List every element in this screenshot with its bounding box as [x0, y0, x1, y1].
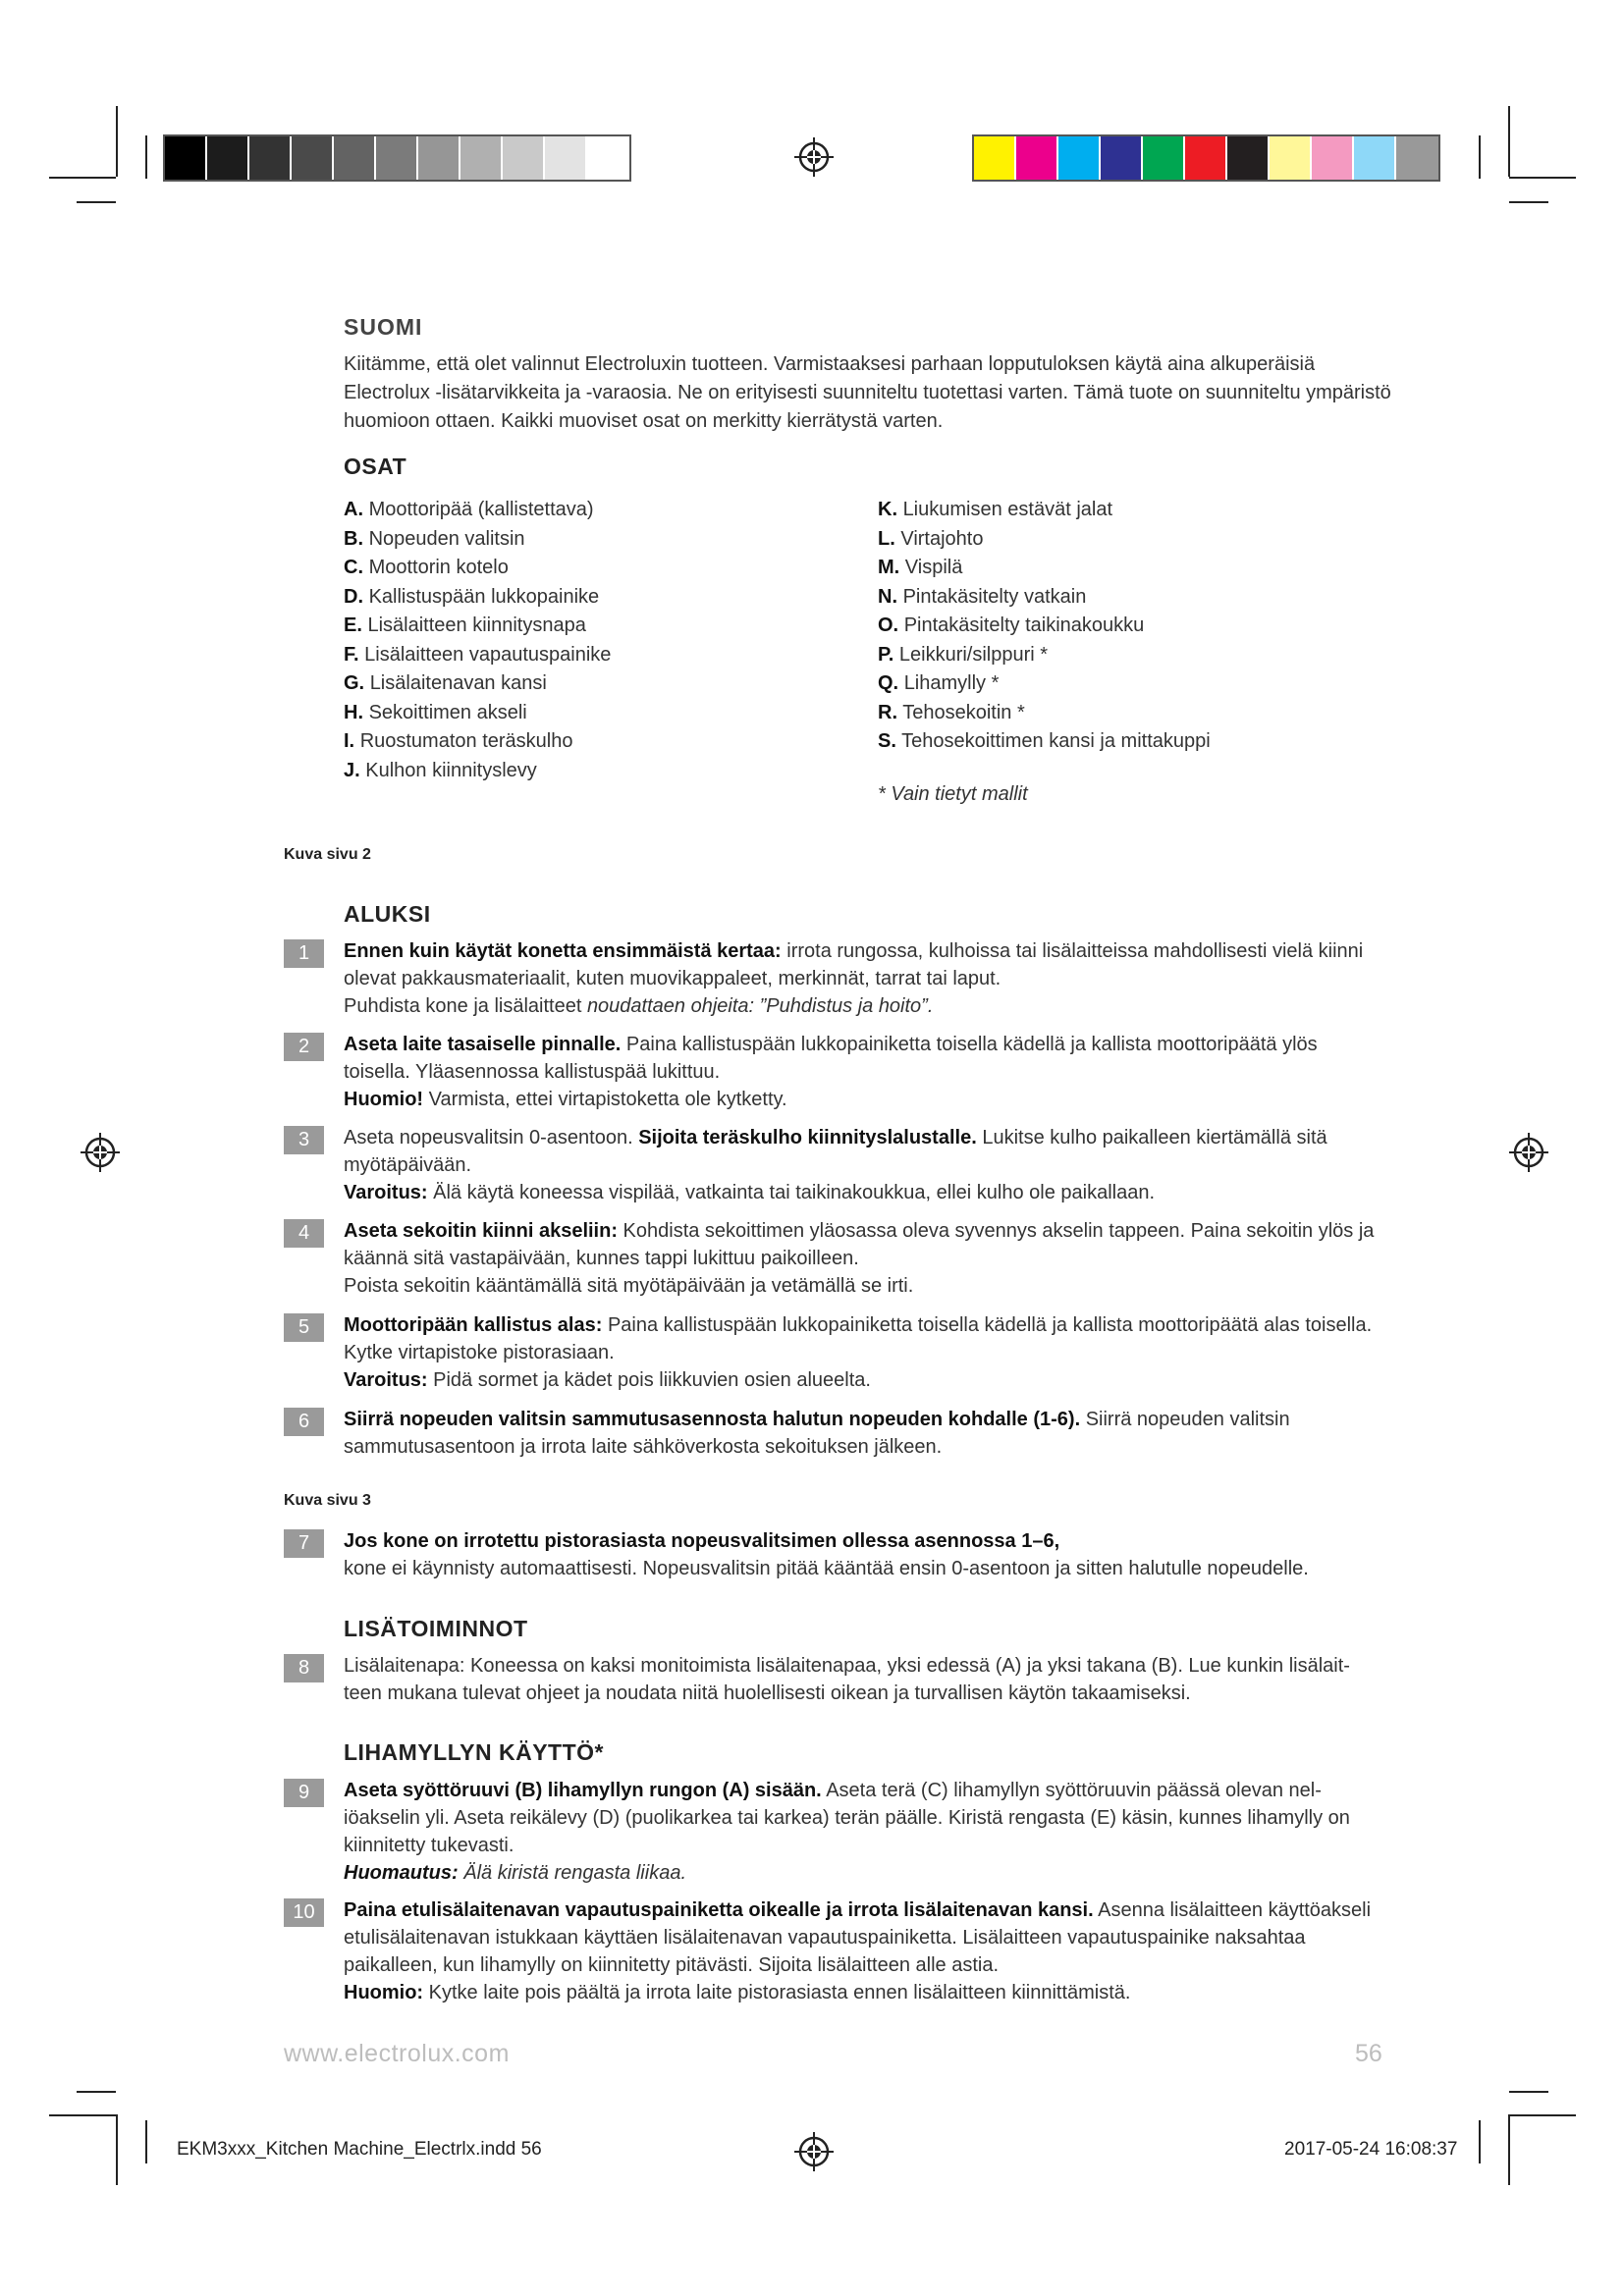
part-item — [344, 554, 611, 583]
part-letter: F. — [344, 643, 359, 666]
grayscale-swatch — [587, 136, 629, 180]
part-letter: I. — [344, 730, 355, 752]
step-lead: Ennen kuin käytät konetta ensimmäistä kertaa: — [344, 940, 782, 962]
part-letter: M. — [878, 557, 900, 578]
part-item — [878, 727, 1211, 757]
part-item — [878, 583, 1211, 613]
intro-paragraph: Kiitämme, että olet valinnut Electroluxin tuotteen. Varmistaaksesi parhaan lopputuloksen käytä aina alkuperäisiä Electrolux -lisätarvikkeita ja -varaosia. Ne on erityisesti suunniteltu tuotettasi varten. Tämä tuote on suunniteltu ympäristö huomioon ottaen. Kaikki muoviset osat on merkitty kierrätystä varten. — [344, 353, 1391, 432]
color-swatch — [1143, 136, 1185, 180]
part-letter: G. — [344, 672, 365, 694]
part-letter: E. — [344, 614, 362, 636]
registration-mark-right-icon — [1507, 1131, 1550, 1174]
part-item — [878, 699, 1211, 728]
step-text: Asenna lisälaitteen käyttöakseli etulisälaitenavan istukkaan käyttäen lisälaitenavan vapautuspainiketta. Lisälaitteen vapautuspainike naksahtaa paikalleen, kun lihamylly on kiinnitetty pitävästi. Sijoita lisälaitteen alle astia. — [344, 1899, 1372, 1976]
part-letter: B. — [344, 527, 363, 550]
part-label: Tehosekoitin * — [902, 701, 1025, 723]
slug-filename: EKM3xxx_Kitchen Machine_Electrlx.indd 56 — [177, 2139, 542, 2160]
step-lead: Moottoripään kallistus alas: — [344, 1314, 603, 1336]
lisatoiminnot-title: LISÄTOIMINNOT — [344, 1616, 528, 1641]
slug-timestamp: 2017-05-24 16:08:37 — [1284, 2139, 1458, 2160]
grayscale-swatch — [545, 136, 587, 180]
step-text: Lukitse kulho paikalleen kiertämällä sitä myötäpäivään. — [344, 1127, 1327, 1176]
part-label: Moottorin kotelo — [368, 557, 509, 578]
step-number: 9 — [284, 1779, 324, 1807]
step-text-pre: Aseta nopeusvalitsin 0-asentoon. — [344, 1127, 639, 1148]
figure-reference-page-3: Kuva sivu 3 — [284, 1492, 371, 1509]
step-warning-text: Kytke laite pois päältä ja irrota laite pistorasiasta ennen lisälaitteen kiinnittämistä. — [423, 1982, 1131, 2003]
part-label: Kallistuspään lukkopainike — [368, 585, 600, 608]
step-number: 3 — [284, 1126, 324, 1154]
part-label: Kulhon kiinnityslevy — [365, 759, 537, 781]
color-swatch — [1101, 136, 1143, 180]
part-label: Vispilä — [904, 557, 963, 578]
step-lead: Aseta syöttöruuvi (B) lihamyllyn rungon (A) sisään. — [344, 1780, 822, 1801]
part-label: Leikkuri/silppuri * — [898, 643, 1049, 666]
step-text-italic: noudattaen ohjeita: ”Puhdistus ja hoito”. — [586, 995, 934, 1017]
color-swatch — [1270, 136, 1312, 180]
part-item — [878, 554, 1211, 583]
step-warning-label: Varoitus: — [344, 1182, 428, 1203]
part-item — [344, 496, 611, 525]
parts-column-left — [344, 496, 611, 785]
grayscale-swatch — [503, 136, 545, 180]
grayscale-swatch — [249, 136, 292, 180]
color-swatch — [1396, 136, 1438, 180]
part-item — [344, 757, 611, 786]
step-warning-text: Pidä sormet ja kädet pois liikkuvien osien alueelta. — [427, 1369, 871, 1391]
part-item — [344, 525, 611, 555]
part-letter: R. — [878, 701, 897, 723]
step-number: 7 — [284, 1529, 324, 1558]
step-number: 5 — [284, 1313, 324, 1342]
step-warning-label: Huomio: — [344, 1982, 424, 2003]
grayscale-swatch — [376, 136, 418, 180]
registration-mark-left-icon — [79, 1131, 122, 1174]
step-warning-label: Huomio! — [344, 1089, 424, 1110]
color-swatch — [1016, 136, 1058, 180]
step-text: Aseta terä (C) lihamyllyn syöttöruuvin päässä olevan nel-iöakselin yli. Aseta reikälevy (D) (puolikarkea tai karkea) terän päälle. Kiristä rengasta (E) käsin, kunnes lihamylly on kiinnitetty tukevasti. — [344, 1780, 1350, 1856]
step-text-2: Poista sekoitin kääntämällä sitä myötäpäivään ja vetämällä se irti. — [344, 1275, 914, 1297]
grayscale-swatch — [165, 136, 207, 180]
lihamylly-title: LIHAMYLLYN KÄYTTÖ* — [344, 1739, 604, 1765]
color-swatch — [1185, 136, 1227, 180]
registration-mark-bottom-icon — [792, 2130, 836, 2173]
step-text-2: kone ei käynnisty automaattisesti. Nopeusvalitsin pitää kääntää ensin 0-asentoon ja sitten halutulle nopeudelle. — [344, 1558, 1309, 1579]
step-text: Kohdista sekoittimen yläosassa oleva syvennys akselin tappeen. Paina sekoitin ylös ja käännä sitä vastapäivään, kunnes tappi lukittuu paikoilleen. — [344, 1220, 1375, 1269]
page-number: 56 — [1355, 2040, 1382, 2067]
part-label: Nopeuden valitsin — [368, 527, 525, 550]
part-item — [878, 496, 1211, 525]
step-lead: Aseta sekoitin kiinni akseliin: — [344, 1220, 618, 1242]
part-item — [878, 669, 1211, 699]
step-number: 1 — [284, 939, 324, 968]
part-letter: N. — [878, 585, 897, 608]
part-letter: D. — [344, 585, 363, 608]
part-item — [344, 699, 611, 728]
step-lead: Aseta laite tasaiselle pinnalle. — [344, 1034, 622, 1055]
step-warning-text: Älä kiristä rengasta liikaa. — [458, 1862, 686, 1884]
step-text: Paina kallistuspään lukkopainiketta toisella kädellä ja kallista moottoripäätä ylös toisella. Yläasennossa kallistuspää lukittuu. — [344, 1034, 1318, 1083]
part-item — [344, 669, 611, 699]
part-letter: K. — [878, 499, 897, 520]
grayscale-swatch — [460, 136, 503, 180]
grayscale-color-bar — [163, 134, 631, 182]
grayscale-swatch — [207, 136, 249, 180]
part-label: Lihamylly * — [903, 672, 1000, 694]
part-label: Sekoittimen akseli — [368, 701, 527, 723]
step-number: 2 — [284, 1033, 324, 1061]
step-number: 4 — [284, 1219, 324, 1248]
color-swatch — [1354, 136, 1396, 180]
step-warning-label: Huomautus: — [344, 1862, 459, 1884]
parts-column-right — [878, 496, 1211, 757]
part-item — [344, 583, 611, 613]
grayscale-swatch — [292, 136, 334, 180]
aluksi-title: ALUKSI — [344, 901, 431, 927]
part-label: Moottoripää (kallistettava) — [368, 499, 594, 520]
part-label: Liukumisen estävät jalat — [902, 499, 1113, 520]
part-label: Lisälaitenavan kansi — [369, 672, 547, 694]
step-warning-text: Älä käytä koneessa vispilää, vatkainta tai taikinakoukkua, ellei kulho ole paikallaan. — [427, 1182, 1156, 1203]
part-label: Pintakäsitelty vatkain — [902, 585, 1087, 608]
parts-note: * Vain tietyt mallit — [878, 783, 1028, 805]
step-text: Lisälaitenapa: Koneessa on kaksi monitoimista lisälaitenapaa, yksi edessä (A) ja yksi takana (B). Lue kunkin lisälait-teen mukana tulevat ohjeet ja noudata niitä huolellisesti oikean ja turvallisen käytön takaamiseksi. — [344, 1655, 1350, 1704]
step-text: Paina kallistuspään lukkopainiketta toisella kädellä ja kallista moottoripäätä alas toisella. Kytke virtapistoke pistorasiaan. — [344, 1314, 1373, 1363]
step-lead: Siirrä nopeuden valitsin sammutusasennosta halutun nopeuden kohdalle (1-6). — [344, 1409, 1081, 1430]
part-letter: C. — [344, 557, 363, 578]
part-item — [878, 641, 1211, 670]
part-item — [878, 612, 1211, 641]
footer-url[interactable]: www.electrolux.com — [284, 2040, 510, 2067]
step-lead: Sijoita teräskulho kiinnityslalustalle. — [638, 1127, 977, 1148]
step-text-2: Puhdista kone ja lisälaitteet — [344, 995, 587, 1017]
figure-reference-page-2: Kuva sivu 2 — [284, 846, 371, 863]
part-letter: J. — [344, 759, 360, 781]
step-warning-label: Varoitus: — [344, 1369, 428, 1391]
step-lead: Jos kone on irrotettu pistorasiasta nopeusvalitsimen ollessa asennossa 1–6, — [344, 1530, 1060, 1552]
part-label: Tehosekoittimen kansi ja mittakuppi — [901, 730, 1211, 752]
step-number: 8 — [284, 1654, 324, 1682]
cmyk-color-bar — [972, 134, 1440, 182]
part-label: Virtajohto — [900, 527, 984, 550]
part-item — [344, 641, 611, 670]
part-item — [344, 727, 611, 757]
suomi-section — [344, 314, 1394, 436]
step-warning-text: Varmista, ettei virtapistoketta ole kytketty. — [423, 1089, 787, 1110]
part-letter: L. — [878, 527, 895, 550]
color-swatch — [974, 136, 1016, 180]
step-number: 10 — [284, 1898, 324, 1927]
part-label: Ruostumaton teräskulho — [359, 730, 573, 752]
part-letter: H. — [344, 701, 363, 723]
part-label: Lisälaitteen vapautuspainike — [364, 643, 612, 666]
step-lead: Paina etulisälaitenavan vapautuspainiketta oikealle ja irrota lisälaitenavan kansi. — [344, 1899, 1094, 1921]
grayscale-swatch — [334, 136, 376, 180]
part-letter: Q. — [878, 672, 899, 694]
part-label: Lisälaitteen kiinnitysnapa — [367, 614, 586, 636]
part-letter: P. — [878, 643, 894, 666]
part-letter: A. — [344, 499, 363, 520]
step-text: Siirrä nopeuden valitsin sammutusasentoon ja irrota laite sähköverkosta sekoituksen jälkeen. — [344, 1409, 1290, 1458]
part-item — [878, 525, 1211, 555]
parts-title: OSAT — [344, 454, 407, 479]
color-swatch — [1227, 136, 1270, 180]
part-item — [344, 612, 611, 641]
registration-mark-top-icon — [792, 135, 836, 179]
step-text: irrota rungossa, kulhoissa tai lisälaitteissa mahdollisesti vielä kiinni olevat pakkausmateriaalit, kuten muovikappaleet, merkinnät, tarrat tai laput. — [344, 940, 1364, 989]
color-swatch — [1058, 136, 1101, 180]
part-letter: S. — [878, 730, 896, 752]
color-swatch — [1312, 136, 1354, 180]
part-label: Pintakäsitelty taikinakoukku — [903, 614, 1145, 636]
language-title: SUOMI — [344, 314, 423, 340]
step-number: 6 — [284, 1408, 324, 1436]
part-letter: O. — [878, 614, 899, 636]
grayscale-swatch — [418, 136, 460, 180]
